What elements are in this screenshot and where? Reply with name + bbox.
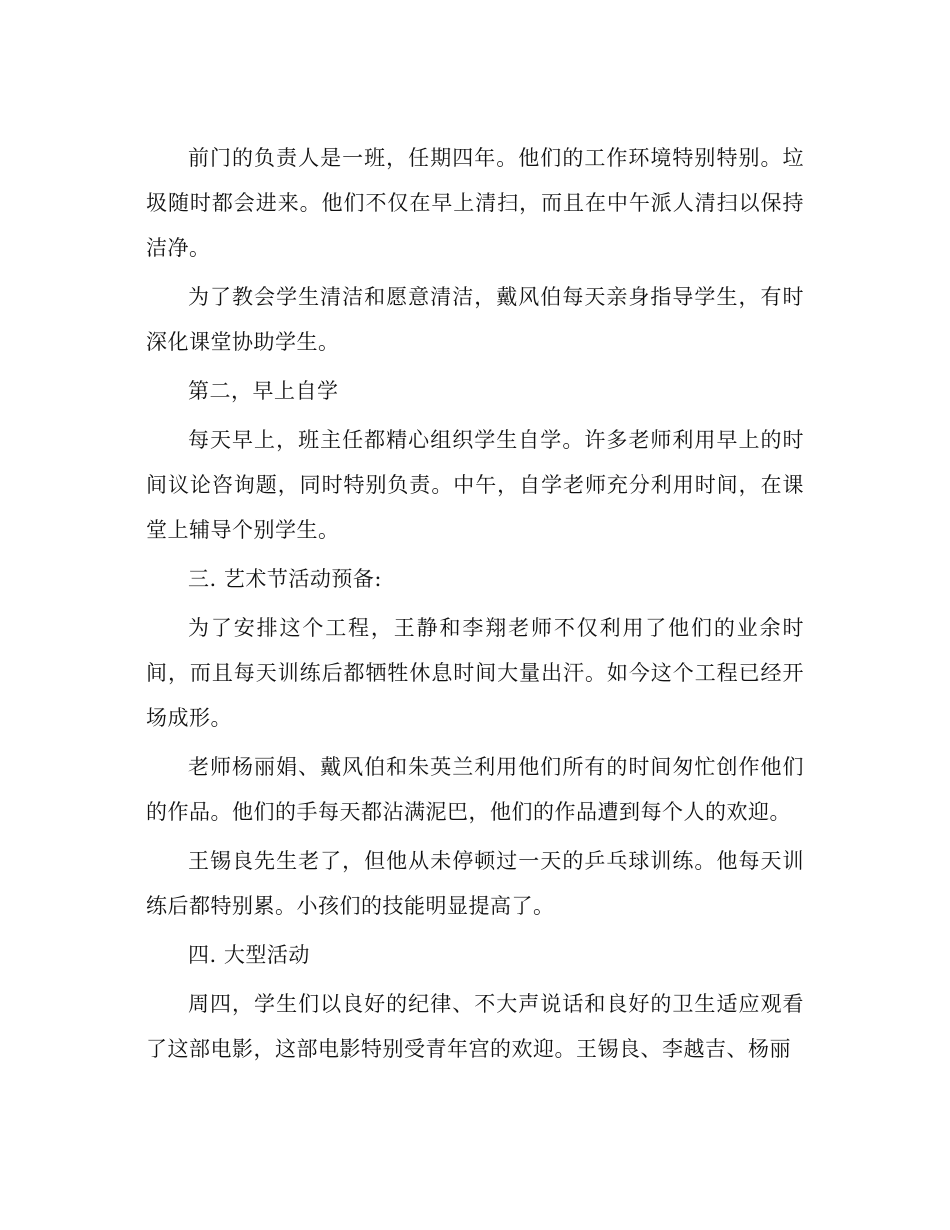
paragraph-6: 王锡良先生老了，但他从未停顿过一天的乒乓球训练。他每天训练后都特别累。小孩们的技能明显提高了。 <box>146 849 804 918</box>
paragraph-7: 周四，学生们以良好的纪律、不大声说话和良好的卫生适应观看了这部电影，这部电影特别受青年宫的欢迎。王锡良、李越吉、杨丽 <box>146 992 804 1061</box>
section-heading-art-festival: 三. 艺术节活动预备: <box>188 567 382 591</box>
paragraph-2: 为了教会学生清洁和愿意清洁，戴风伯每天亲身指导学生，有时深化课堂协助学生。 <box>146 285 804 354</box>
section-heading-morning-study: 第二，早上自学 <box>188 379 339 403</box>
paragraph-1: 前门的负责人是一班，任期四年。他们的工作环境特别特别。垃圾随时都会进来。他们不仅在早上清扫，而且在中午派人清扫以保持洁净。 <box>146 146 804 260</box>
paragraph-4: 为了安排这个工程，王静和李翔老师不仅利用了他们的业余时间，而且每天训练后都牺牲休息时间大量出汗。如今这个工程已经开场成形。 <box>146 616 804 730</box>
section-heading-large-activities: 四. 大型活动 <box>188 943 310 967</box>
paragraph-3: 每天早上，班主任都精心组织学生自学。许多老师利用早上的时间议论咨询题，同时特别负责。中午，自学老师充分利用时间，在课堂上辅导个别学生。 <box>146 428 804 542</box>
document-body <box>146 136 804 1076</box>
paragraph-5: 老师杨丽娟、戴风伯和朱英兰利用他们所有的时间匆忙创作他们的作品。他们的手每天都沾满泥巴，他们的作品遭到每个人的欢迎。 <box>146 755 804 824</box>
